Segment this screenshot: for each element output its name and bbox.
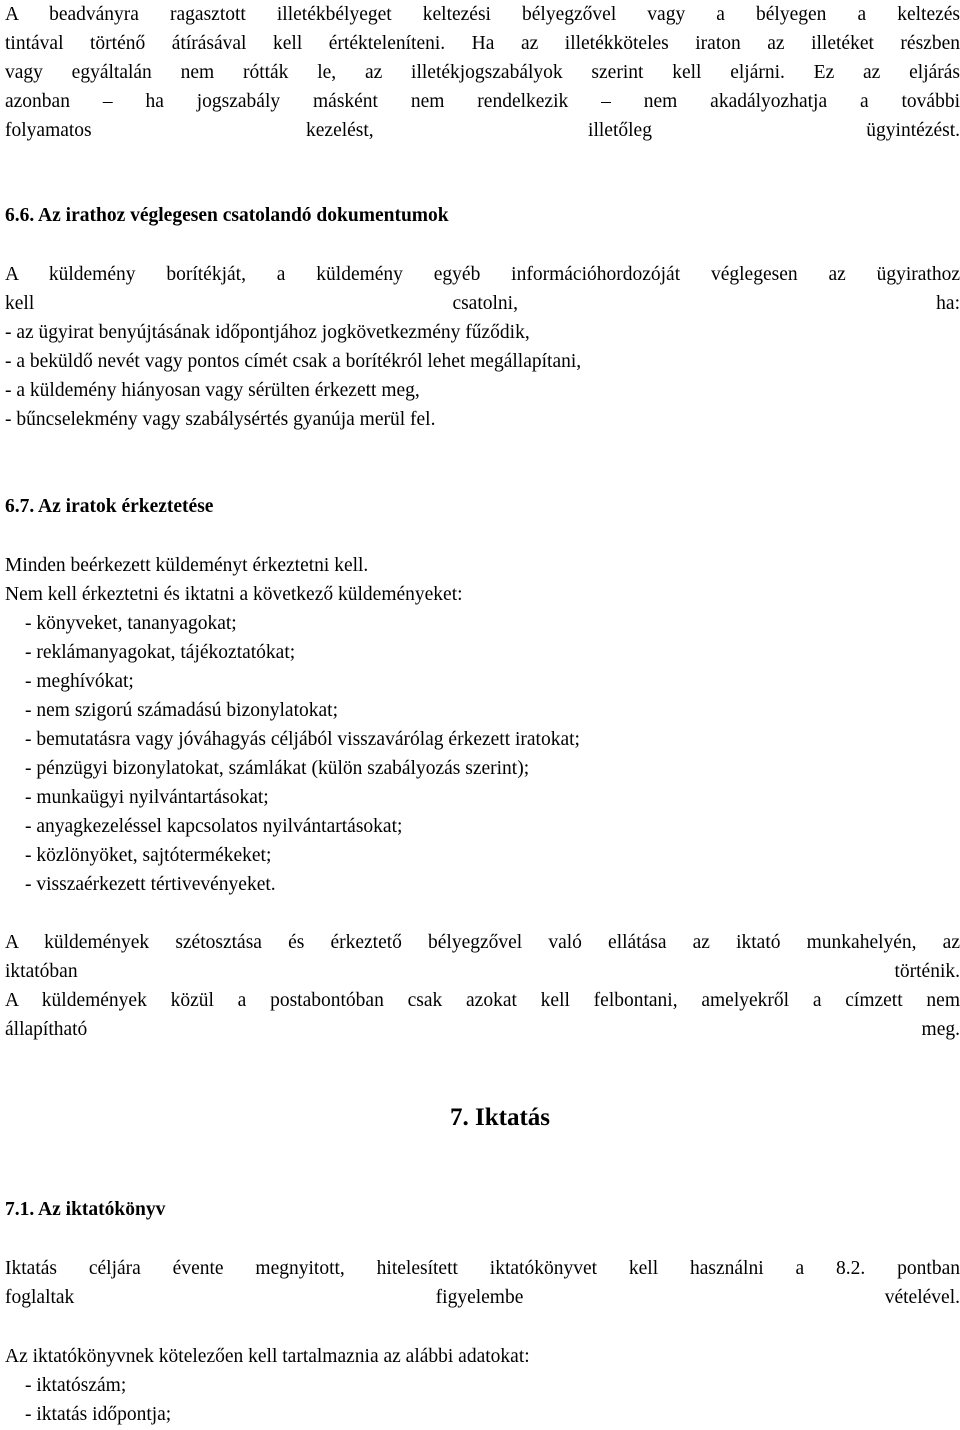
- list-item: - reklámanyagokat, tájékoztatókat;: [25, 642, 296, 663]
- text-line: folyamatos kezelést, illetőleg ügyintézést.: [5, 120, 960, 141]
- text-line: kell csatolni, ha:: [5, 293, 960, 314]
- paragraph-envelope: [5, 260, 960, 318]
- list-required-data: [5, 1371, 960, 1429]
- text-line: tintával történő átírásával kell értékteleníteni. Ha az illetékköteles iraton az illetéket részben: [5, 33, 960, 54]
- paragraph-distribution: [5, 928, 960, 986]
- paragraph-stamp-duty: [5, 0, 960, 145]
- paragraph-registration: [5, 551, 960, 609]
- text-line: foglaltak figyelembe vételével.: [5, 1287, 960, 1308]
- list-item: - könyveket, tananyagokat;: [25, 613, 237, 634]
- text-line: A küldemények közül a postabontóban csak azokat kell felbontani, amelyekről a címzett nem: [5, 990, 960, 1011]
- list-envelope-conditions: [5, 318, 960, 434]
- list-item: - munkaügyi nyilvántartásokat;: [25, 787, 269, 808]
- text-line: Iktatás céljára évente megnyitott, hitelesített iktatókönyvet kell használni a 8.2. pontban: [5, 1258, 960, 1279]
- list-item: - pénzügyi bizonylatokat, számlákat (külön szabályozás szerint);: [25, 758, 530, 779]
- text-line: Minden beérkezett küldeményt érkeztetni kell.: [5, 555, 369, 576]
- paragraph-opening: [5, 986, 960, 1044]
- list-item: - anyagkezeléssel kapcsolatos nyilvántartásokat;: [25, 816, 403, 837]
- section-heading-7-1: 7.1. Az iktatókönyv: [5, 1199, 166, 1220]
- section-heading-6-7: 6.7. Az iratok érkeztetése: [5, 496, 214, 517]
- text-line: A küldemények szétosztása és érkeztető bélyegzővel való ellátása az iktató munkahelyén, az: [5, 932, 960, 953]
- list-item: - a beküldő nevét vagy pontos címét csak a borítékról lehet megállapítani,: [5, 351, 582, 372]
- list-item: - iktatás időpontja;: [25, 1404, 172, 1425]
- paragraph-required-data: Az iktatókönyvnek kötelezően kell tartalmaznia az alábbi adatokat:: [5, 1346, 530, 1367]
- text-line: Nem kell érkeztetni és iktatni a következő küldeményeket:: [5, 584, 463, 605]
- list-item: - az ügyirat benyújtásának időpontjához jogkövetkezmény fűződik,: [5, 322, 530, 343]
- text-line: A küldemény borítékját, a küldemény egyéb információhordozóját véglegesen az ügyirathoz: [5, 264, 960, 285]
- list-not-registered: [5, 609, 960, 899]
- list-item: - bűncselekmény vagy szabálysértés gyanúja merül fel.: [5, 409, 436, 430]
- list-item: - nem szigorú számadású bizonylatokat;: [25, 700, 338, 721]
- list-item: - visszaérkezett tértivevényeket.: [25, 874, 276, 895]
- paragraph-register-book: [5, 1254, 960, 1312]
- list-item: - meghívókat;: [25, 671, 134, 692]
- text-line: állapítható meg.: [5, 1019, 960, 1040]
- list-item: - a küldemény hiányosan vagy sérülten érkezett meg,: [5, 380, 420, 401]
- chapter-heading-7: 7. Iktatás: [449, 1104, 550, 1131]
- text-line: A beadványra ragasztott illetékbélyeget keltezési bélyegzővel vagy a bélyegen a keltezés: [5, 4, 960, 25]
- section-heading-6-6: 6.6. Az irathoz véglegesen csatolandó dokumentumok: [5, 205, 449, 226]
- list-item: - iktatószám;: [25, 1375, 127, 1396]
- text-line: vagy egyáltalán nem rótták le, az illetékjogszabályok szerint kell eljárni. Ez az eljárás: [5, 62, 960, 83]
- list-item: - közlönyöket, sajtótermékeket;: [25, 845, 272, 866]
- list-item: - bemutatásra vagy jóváhagyás céljából visszavárólag érkezett iratokat;: [25, 729, 580, 750]
- text-line: azonban – ha jogszabály másként nem rendelkezik – nem akadályozhatja a további: [5, 91, 960, 112]
- text-line: iktatóban történik.: [5, 961, 960, 982]
